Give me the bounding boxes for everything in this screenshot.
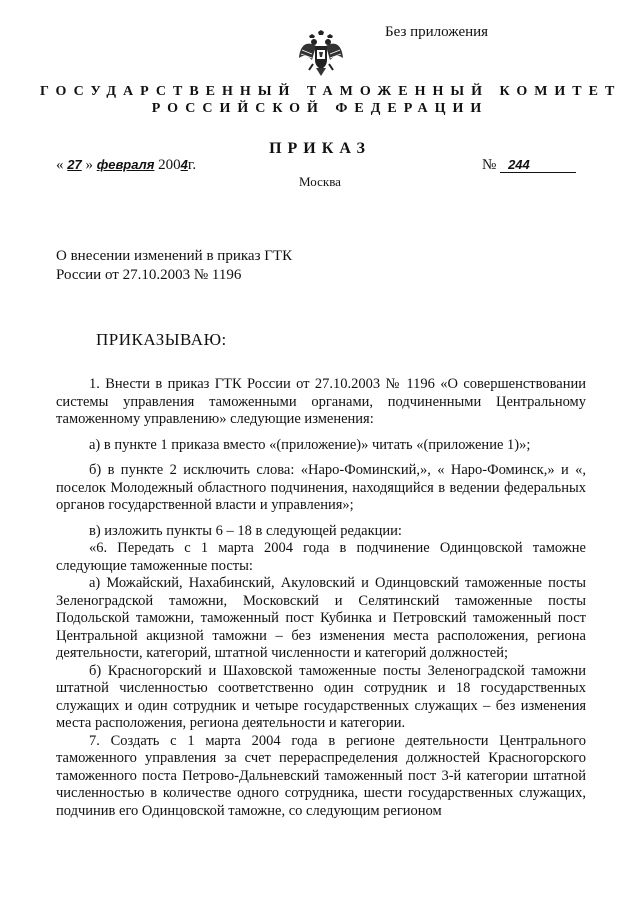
organization-name-line1: ГОСУДАРСТВЕННЫЙ ТАМОЖЕННЫЙ КОМИТЕТ — [40, 84, 622, 99]
date-year-digit: 4 — [180, 157, 188, 172]
document-date — [56, 157, 196, 174]
organization-name-line2: РОССИЙСКОЙ ФЕДЕРАЦИИ — [151, 101, 489, 116]
date-month: февраля — [96, 157, 155, 172]
document-number — [482, 157, 576, 174]
paragraph-a: а) в пункте 1 приказа вместо «(приложение)» читать «(приложение 1)»; — [89, 436, 531, 453]
document-subject — [56, 247, 292, 285]
coat-of-arms-emblem-icon — [298, 30, 344, 78]
document-type-title: ПРИКАЗ — [269, 140, 371, 157]
document-city: Москва — [299, 174, 341, 189]
paragraph-6b: б) Красногорский и Шаховской таможенные посты Зеленоградской таможни штатной численностью соответственно один сотрудник и 18 государственных служащих и один сотрудник и четыре государственных служащих – без изменения места расположения, региона деятельности и категории. — [56, 662, 586, 731]
paragraph-6a: а) Можайский, Нахабинский, Акуловский и Одинцовский таможенные посты Зеленоградской таможни, Московский и Селятинский таможенные посты Подольской таможни, таможенный пост Кубинка и Петровский таможенный пост Центральной акцизной таможни – без изменения места расположения, региона деятельности, категорий, штатной численности и категорий должностей; — [56, 575, 586, 661]
paragraph-v: в) изложить пункты 6 – 18 в следующей редакции: — [89, 522, 402, 539]
subject-line2: России от 27.10.2003 № 1196 — [56, 267, 242, 283]
date-open-quote: « — [56, 157, 64, 173]
paragraph-1: 1. Внести в приказ ГТК России от 27.10.2003 № 1196 «О совершенствовании системы управления таможенными органами, подчиненными Центральному таможенному управлению» следующие изменения: — [56, 376, 586, 427]
number-label: № — [482, 157, 497, 173]
paragraph-6: «6. Передать с 1 марта 2004 года в подчинение Одинцовской таможне следующие таможенные посты: — [56, 540, 586, 574]
date-year-suffix: г. — [187, 157, 197, 173]
paragraph-b: б) в пункте 2 исключить слова: «Наро-Фоминский,», « Наро-Фоминск,» и «, поселок Молодежный областного подчинения, находящийся в ведении федеральных органов государственной власти и управления»; — [56, 462, 586, 513]
order-heading: ПРИКАЗЫВАЮ: — [96, 330, 227, 349]
document-body — [56, 376, 586, 820]
no-attachment-note: Без приложения — [385, 24, 489, 40]
date-year-prefix: 200 — [158, 157, 181, 173]
subject-line1: О внесении изменений в приказ ГТК — [56, 248, 293, 264]
date-close-quote: » — [85, 157, 93, 173]
date-day: 27 — [67, 157, 82, 172]
paragraph-7: 7. Создать с 1 марта 2004 года в регионе деятельности Центрального таможенного управления за счет перераспределения должностей Красногорского таможенного поста Петрово-Дальневский таможенный пост 3-й категории штатной численностью в количестве одного сотрудника, шести государственных служащих, подчинив его Одинцовской таможне, со следующим регионом — [56, 732, 586, 819]
number-value: 244 — [500, 157, 576, 173]
